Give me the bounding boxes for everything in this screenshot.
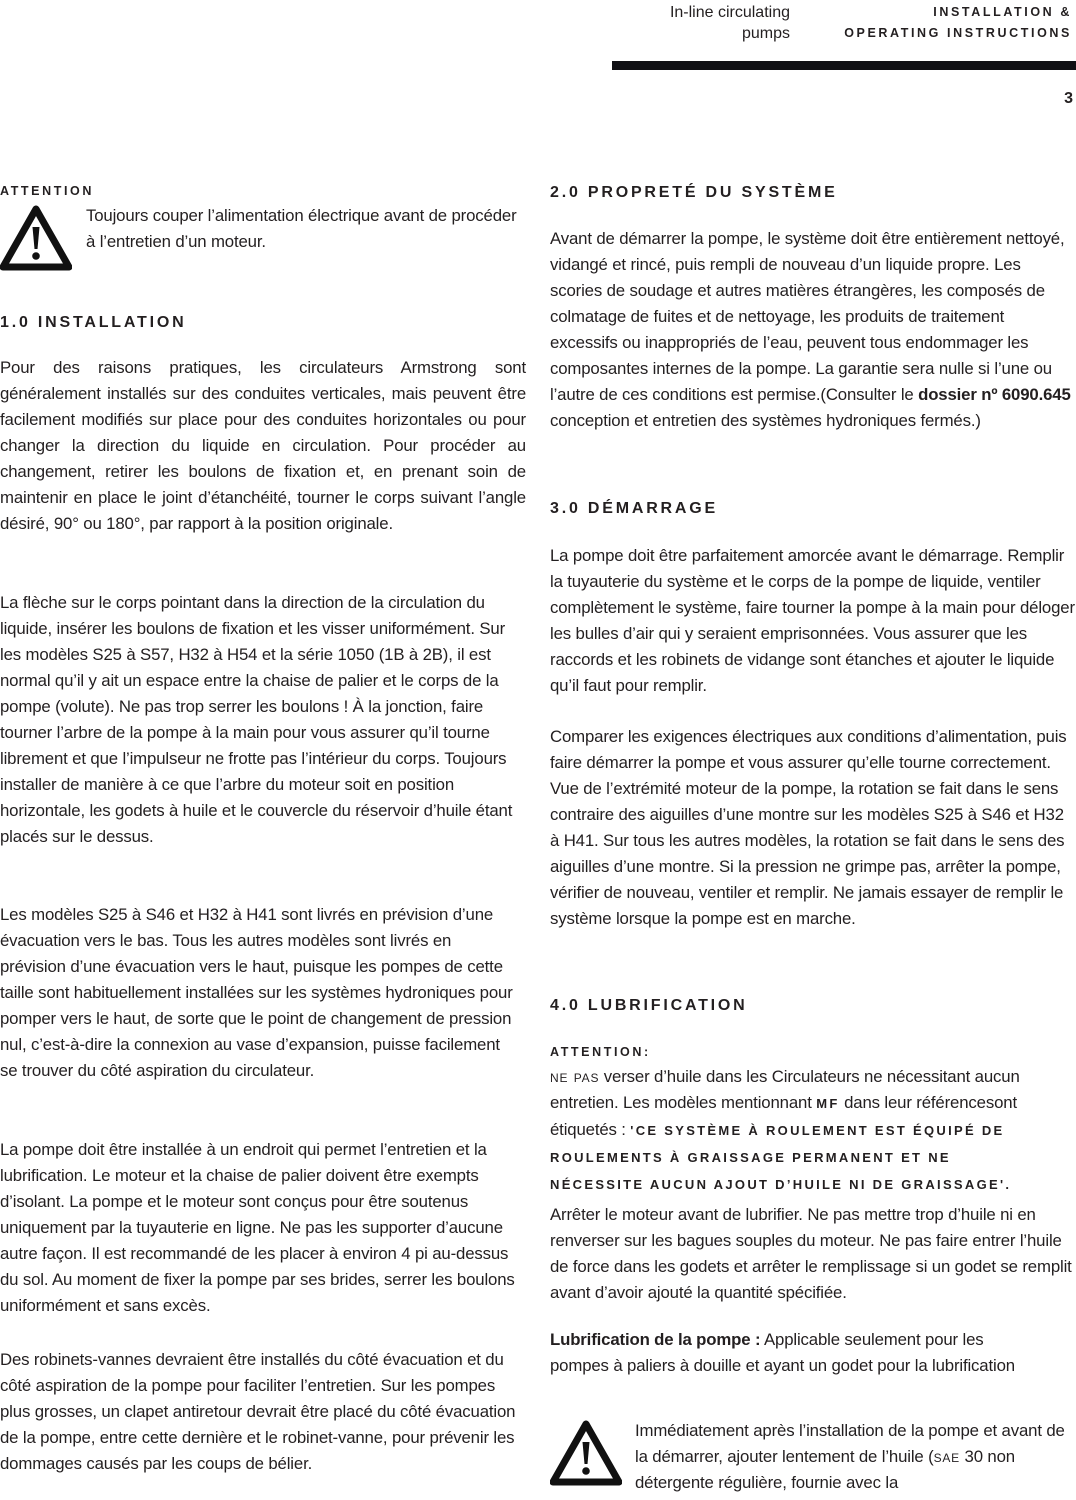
page-number: 3 bbox=[1064, 90, 1073, 107]
warning-triangle-icon bbox=[0, 205, 72, 271]
installation-paragraph-1: Pour des raisons pratiques, les circulateurs Armstrong sont généralement installés sur des conduites verticales, mais peuvent être facilement modifiés sur place pour des conduites horizontales ou pour changer la direction du liquide en circulation. Pour procéder au changement, retirer les boulons de fixation et, en prenant soin de maintenir en place le joint d’étanchéité, tourner le corps suivant l’angle désiré, 90° ou 180°, par rapport à la position originale. bbox=[0, 358, 526, 533]
attention-text-1: verser d’huile dans les Circulateurs ne nécessitant aucun entretien. Les modèles mentionnant bbox=[550, 1067, 1020, 1112]
demarrage-paragraph-2: Comparer les exigences électriques aux conditions d’alimentation, puis faire démarrer la pompe et vous assurer qu’elle tourne correctement. Vue de l’extrémité moteur de la pompe, la rotation se fait dans le sens contraire des aiguilles d’une montre sur les modèles S25 à S46 et H32 à H41. Sur tous les autres modèles, la rotation se fait dans le sens des aiguilles d’une montre. Si la pression ne grimpe pas, arrêter la pompe, vérifier de nouveau, ventiler et remplir. Ne jamais essayer de remplir le système lorsque la pompe est en marche. bbox=[550, 727, 1067, 928]
attention-text: Toujours couper l’alimentation électrique avant de procéder à l’entretien d’un moteur. bbox=[86, 206, 517, 251]
mf-label: MF bbox=[816, 1096, 840, 1111]
header-product-name bbox=[620, 2, 790, 44]
installation-paragraph-4: La pompe doit être installée à un endroit qui permet l’entretien et la lubrification. Le moteur et la chaise de palier doivent être exempts d’isolant. La pompe et le moteur sont conçus pour être soutenus uniquement par la tuyauterie en ligne. Ne pas les supporter d’aucune autre façon. Il est recommandé de les placer à environ 4 pi au-dessus du sol. Au moment de fixer la pompe par ses brides, serrer les boulons uniformément et sans excès. bbox=[0, 1140, 515, 1315]
section-title-installation: 1.0 INSTALLATION bbox=[0, 314, 187, 331]
attention-text-2: dans leur référencesont étiquetés : bbox=[550, 1093, 1017, 1139]
section-title-lubrification: 4.0 LUBRIFICATION bbox=[550, 997, 748, 1014]
section-title-demarrage: 3.0 DÉMARRAGE bbox=[550, 500, 718, 517]
demarrage-paragraph-1: La pompe doit être parfaitement amorcée avant le démarrage. Remplir la tuyauterie du système et le corps de la pompe de liquide, ventiler complètement le système, faire tourner la pompe à la main pour déloger les bulles d’air qui y seraient emprisonnées. Vous assurer que les raccords et les robinets de vidange sont étanches et ajouter le liquide qu’il faut pour remplir. bbox=[550, 546, 1075, 695]
pump-lubrication-paragraph bbox=[550, 1327, 1020, 1379]
oil-warning-text-post: 30 non détergente régulière, fournie avec la bbox=[635, 1447, 1015, 1492]
attention-label: ATTENTION bbox=[0, 184, 94, 198]
header-rule bbox=[612, 61, 1076, 70]
ne-pas-emphasis: ne pas bbox=[550, 1067, 600, 1086]
oil-warning-text-pre: Immédiatement après l’installation de la pompe et avant de la démarrer, ajouter lentement de l’huile ( bbox=[635, 1421, 1065, 1466]
mf-label-quote: 'CE SYSTÈME À ROULEMENT EST ÉQUIPÉ DE ROULEMENTS À GRAISSAGE PERMANENT ET NE NÉCESSITE AUCUN AJOUT D’HUILE NI DE GRAISSAGE'. bbox=[550, 1123, 1012, 1192]
header-doc-type bbox=[820, 2, 1072, 44]
lubrication-attention-text bbox=[550, 1064, 1050, 1198]
product-line-1: In-line circulating bbox=[669, 4, 790, 21]
lubrication-paragraph: Arrêter le moteur avant de lubrifier. Ne pas mettre trop d’huile ni en renverser sur les bagues souples du moteur. Ne pas faire entrer l’huile de force dans les godets et arrêter le remplissage si un godet se remplit avant d’avoir ajouté la quantité spécifiée. bbox=[550, 1205, 1072, 1302]
proprete-text: Avant de démarrer la pompe, le système doit être entièrement nettoyé, vidangé et rincé, puis rempli de nouveau d’un liquide propre. Les scories de soudage et autres matières étrangères, les composés de colmatage de fuites et de nettoyage, les produits de traitement excessifs ou inappropriés de l’eau, peuvent tous endommager les composantes internes de la pompe. La garantie sera nulle si l’une ou l’autre de ces conditions est permise.(Consulter le bbox=[550, 229, 1065, 404]
doc-type-line-1: INSTALLATION & bbox=[933, 5, 1072, 19]
warning-triangle-icon bbox=[550, 1420, 622, 1486]
oil-warning-text bbox=[635, 1418, 1075, 1496]
product-line-2: pumps bbox=[741, 25, 790, 42]
dossier-reference: dossier nº 6090.645 bbox=[918, 385, 1071, 404]
sae-label: sae bbox=[933, 1447, 960, 1466]
installation-paragraph-3: Les modèles S25 à S46 et H32 à H41 sont livrés en prévision d’une évacuation vers le bas. Tous les autres modèles sont livrés en prévision d’une évacuation vers le haut, puisque les pompes de cette taille sont habituellement installées sur les systèmes hydroniques pour pomper vers le haut, de sorte que le point de changement de pression nul, c’est-à-dire la connexion au vase d’expansion, puisse facilement se trouver du côté aspiration du circulateur. bbox=[0, 905, 513, 1080]
section-title-proprete: 2.0 PROPRETÉ DU SYSTÈME bbox=[550, 184, 838, 201]
lubrication-attention-label: ATTENTION: bbox=[550, 1045, 651, 1059]
installation-paragraph-5: Des robinets-vannes devraient être installés du côté évacuation et du côté aspiration de la pompe pour faciliter l’entretien. Sur les pompes plus grosses, un clapet antiretour devrait être placé du côté évacuation de la pompe, entre cette dernière et le robinet-vanne, pour prévenir les dommages causés par les coups de bélier. bbox=[0, 1350, 516, 1473]
proprete-paragraph bbox=[550, 226, 1072, 434]
doc-type-line-2: OPERATING INSTRUCTIONS bbox=[844, 26, 1072, 40]
proprete-text-end: conception et entretien des systèmes hydroniques fermés.) bbox=[550, 411, 981, 430]
pump-lubrication-text: Applicable seulement pour les pompes à paliers à douille et ayant un godet pour la lubrification bbox=[550, 1330, 1015, 1375]
pump-lubrication-label: Lubrification de la pompe : bbox=[550, 1330, 761, 1349]
installation-paragraph-2: La flèche sur le corps pointant dans la direction de la circulation du liquide, insérer les boulons de fixation et les visser uniformément. Sur les modèles S25 à S57, H32 à H54 et la série 1050 (1B à 2B), il est normal qu’il y ait un espace entre la chaise de palier et le corps de la pompe (volute). Ne pas trop serrer les boulons ! À la jonction, faire tourner l’arbre de la pompe à la main pour vous assurer qu’il tourne librement et que l’impulseur ne frotte pas l’intérieur du corps. Toujours installer de manière à ce que l’arbre du moteur soit en position horizontale, les godets à huile et le couvercle du réservoir d’huile étant placés sur le dessus. bbox=[0, 593, 513, 846]
